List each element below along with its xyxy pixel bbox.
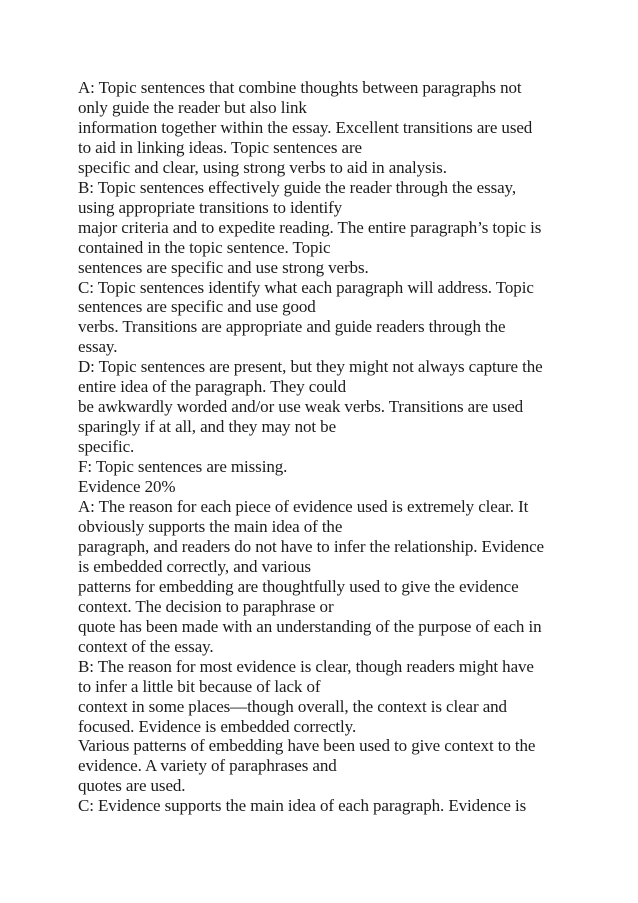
text-line: obviously supports the main idea of the	[78, 516, 343, 536]
text-line: context in some places—though overall, the context is clear and	[78, 696, 507, 716]
document-text	[78, 78, 598, 816]
text-line: quote has been made with an understanding of the purpose of each in	[78, 616, 542, 636]
text-line: be awkwardly worded and/or use weak verbs. Transitions are used	[78, 397, 524, 417]
text-line: A: Topic sentences that combine thoughts between paragraphs not	[78, 78, 522, 97]
text-line: C: Topic sentences identify what each paragraph will address. Topic	[78, 277, 534, 297]
text-line: focused. Evidence is embedded correctly.	[78, 716, 357, 736]
text-line: essay.	[78, 337, 118, 357]
text-line: A: The reason for each piece of evidence used is extremely clear. It	[78, 497, 529, 517]
text-line: to aid in linking ideas. Topic sentences are	[78, 137, 362, 157]
text-line: Evidence 20%	[78, 477, 176, 497]
text-line: Various patterns of embedding have been used to give context to the	[78, 736, 536, 756]
text-line: contained in the topic sentence. Topic	[78, 237, 331, 257]
text-line: quotes are used.	[78, 776, 186, 796]
text-line: sparingly if at all, and they may not be	[78, 417, 337, 437]
text-line: paragraph, and readers do not have to infer the relationship. Evidence	[78, 536, 544, 556]
text-line: B: The reason for most evidence is clear, though readers might have	[78, 656, 534, 676]
text-line: sentences are specific and use good	[78, 297, 316, 317]
text-line: is embedded correctly, and various	[78, 556, 311, 576]
text-line: C: Evidence supports the main idea of each paragraph. Evidence is	[78, 796, 527, 816]
text-line: only guide the reader but also link	[78, 97, 307, 117]
text-line: to infer a little bit because of lack of	[78, 676, 321, 696]
text-line: specific and clear, using strong verbs to aid in analysis.	[78, 157, 447, 177]
text-line: context of the essay.	[78, 636, 214, 656]
text-line: D: Topic sentences are present, but they might not always capture the	[78, 357, 543, 377]
text-line: verbs. Transitions are appropriate and guide readers through the	[78, 317, 506, 337]
text-line: information together within the essay. Excellent transitions are used	[78, 117, 533, 137]
text-line: context. The decision to paraphrase or	[78, 596, 334, 616]
text-line: major criteria and to expedite reading. The entire paragraph’s topic is	[78, 217, 542, 237]
text-line: specific.	[78, 437, 135, 457]
text-line: using appropriate transitions to identify	[78, 197, 343, 217]
text-line: evidence. A variety of paraphrases and	[78, 756, 337, 776]
text-line: F: Topic sentences are missing.	[78, 457, 288, 477]
text-line: entire idea of the paragraph. They could	[78, 377, 347, 397]
text-line: sentences are specific and use strong verbs.	[78, 257, 369, 277]
text-line: patterns for embedding are thoughtfully used to give the evidence	[78, 576, 519, 596]
text-line: B: Topic sentences effectively guide the reader through the essay,	[78, 177, 516, 197]
